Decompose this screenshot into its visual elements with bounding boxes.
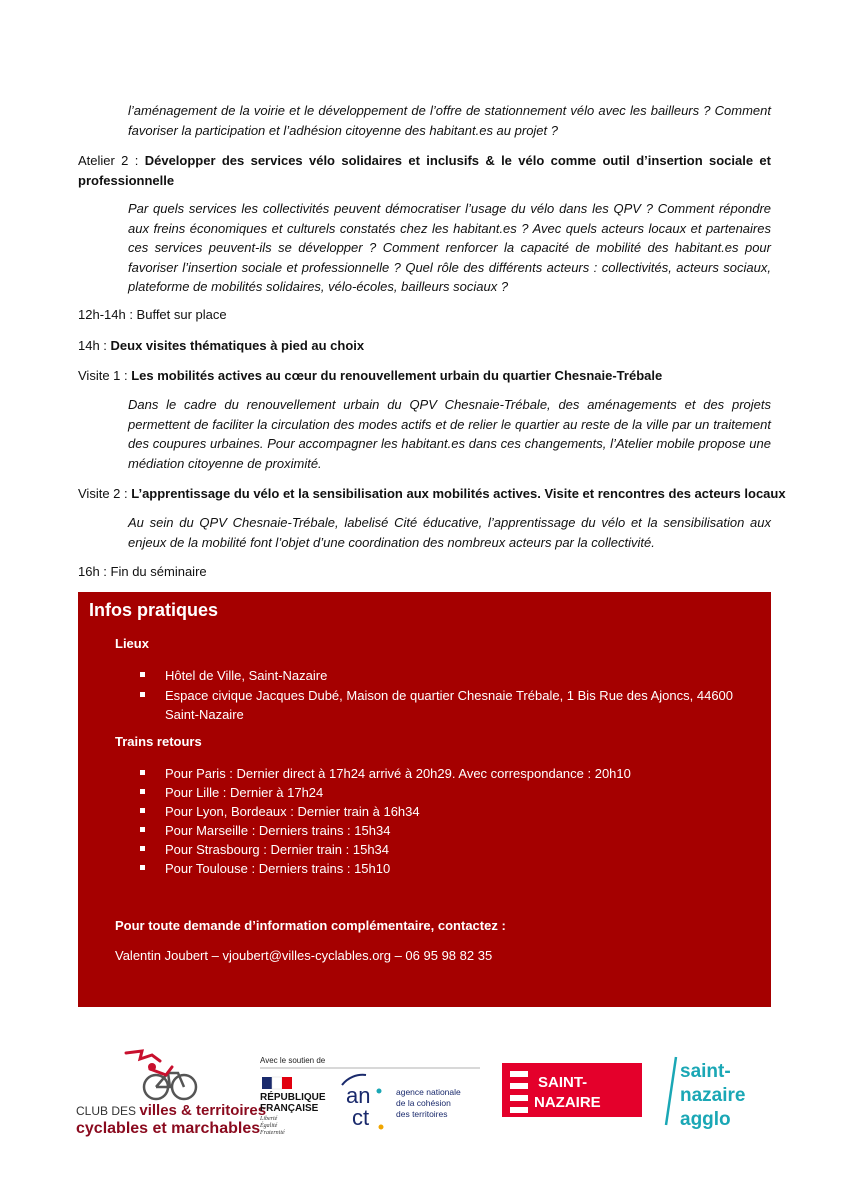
agglo-line2: nazaire bbox=[680, 1085, 746, 1106]
agglo-line3: agglo bbox=[680, 1109, 731, 1130]
anct-text3: des territoires bbox=[396, 1109, 448, 1119]
buffet-line: 12h-14h : Buffet sur place bbox=[78, 307, 227, 322]
list-item bbox=[140, 821, 760, 840]
atelier1-description-end: l’aménagement de la voirie et le développement de l’offre de stationnement vélo avec les bailleurs ? Comment favoriser la participation et l’adhésion citoyenne des habitant.es au projet ? bbox=[128, 103, 771, 138]
atelier2-description: Par quels services les collectivités peuvent démocratiser l’usage du vélo dans les QPV ? Comment répondre aux freins économiques et culturels constatés chez les habitant.es ? Avec quels acteurs locaux et partenaires ces services peuvent-ils se développer ? Comment renforcer la capacité de mobilité des habitant.es pour favoriser l’insertion sociale et professionnelle ? Quel rôle des différents acteurs : collectivités, acteurs sociaux, plateforme de mobilités solidaires, vélo-écoles, bailleurs sociaux ? bbox=[128, 201, 771, 294]
bullet-icon bbox=[140, 846, 145, 851]
club-line1-strong: villes & territoires bbox=[139, 1102, 267, 1119]
atelier2-title: Développer des services vélo solidaires et inclusifs & le vélo comme outil d’insertion sociale et professionnelle bbox=[78, 153, 771, 188]
anct-dot-icon bbox=[379, 1125, 384, 1130]
bullet-icon bbox=[140, 789, 145, 794]
fin-line: 16h : Fin du séminaire bbox=[78, 564, 207, 579]
agglo-slash-icon bbox=[666, 1057, 676, 1125]
train-text: Pour Marseille : Derniers trains : 15h34 bbox=[165, 823, 391, 838]
anct-logo bbox=[342, 1075, 461, 1130]
flag-blue-icon bbox=[262, 1077, 272, 1089]
saint-nazaire-agglo-logo bbox=[666, 1057, 745, 1130]
anct-text2: de la cohésion bbox=[396, 1098, 451, 1108]
list-item bbox=[140, 783, 760, 802]
visite2-description: Au sein du QPV Chesnaie-Trébale, labelisé Cité éducative, l’apprentissage du vélo et la sensibilisation aux enjeux de la mobilité font l’objet d’une coordination des nombreux acteurs par la collectivité. bbox=[128, 515, 771, 550]
bicycle-icon bbox=[126, 1051, 196, 1099]
saint-nazaire-logo bbox=[502, 1063, 642, 1117]
list-item bbox=[140, 859, 760, 878]
stripe-icon bbox=[510, 1107, 528, 1113]
soutien-label: Avec le soutien de bbox=[260, 1056, 326, 1065]
agglo-line1: saint- bbox=[680, 1061, 731, 1082]
stripe-icon bbox=[510, 1071, 528, 1077]
rf-line1: RÉPUBLIQUE bbox=[260, 1092, 326, 1103]
train-text: Pour Lyon, Bordeaux : Dernier train à 16h34 bbox=[165, 804, 420, 819]
anct-dot-icon bbox=[377, 1089, 382, 1094]
flag-red-icon bbox=[282, 1077, 292, 1089]
visite1-heading bbox=[78, 366, 662, 386]
club-line1-prefix: CLUB DES bbox=[76, 1104, 140, 1118]
bullet-icon bbox=[140, 865, 145, 870]
visites-title: Deux visites thématiques à pied au choix bbox=[110, 338, 365, 353]
bullet-icon bbox=[140, 827, 145, 832]
rf-motto3: Fraternité bbox=[260, 1130, 285, 1136]
visite2-title: L’apprentissage du vélo et la sensibilisation aux mobilités actives. Visite et rencontres des acteurs locaux bbox=[131, 486, 786, 501]
visite1-prefix: Visite 1 : bbox=[78, 368, 132, 383]
club-line2: cyclables et marchables bbox=[76, 1120, 261, 1137]
visite1-description: Dans le cadre du renouvellement urbain du QPV Chesnaie-Trébale, des aménagements et des projets permettent de faciliter la circulation des modes actifs et de relier le quartier au reste de la ville par un traitement des coupures urbaines. Pour accompagner les habitant.es dans ces changements, l’Atelier mobile propose une médiation citoyenne de proximité. bbox=[128, 397, 771, 471]
anct-bottom: ct bbox=[352, 1105, 370, 1130]
rf-motto2: Égalité bbox=[260, 1123, 278, 1129]
visites-prefix: 14h : bbox=[78, 338, 111, 353]
list-item bbox=[140, 666, 760, 685]
list-item bbox=[140, 686, 760, 724]
contact-heading: Pour toute demande d’information complémentaire, contactez : bbox=[115, 918, 506, 933]
infos-title: Infos pratiques bbox=[89, 600, 219, 620]
rf-line2: FRANÇAISE bbox=[260, 1103, 319, 1114]
sn-line1: SAINT- bbox=[538, 1074, 588, 1091]
flag-white-icon bbox=[272, 1077, 282, 1089]
visite2-heading bbox=[78, 484, 786, 504]
bullet-icon bbox=[140, 692, 145, 697]
partner-logos bbox=[70, 1045, 790, 1145]
train-text: Pour Toulouse : Derniers trains : 15h10 bbox=[165, 861, 391, 876]
club-villes-logo bbox=[76, 1051, 266, 1137]
bullet-icon bbox=[140, 808, 145, 813]
stripe-icon bbox=[510, 1083, 528, 1089]
sn-line2: NAZAIRE bbox=[534, 1094, 601, 1111]
republique-francaise-logo bbox=[259, 1077, 326, 1136]
visite2-prefix: Visite 2 : bbox=[78, 486, 132, 501]
bullet-icon bbox=[140, 770, 145, 775]
list-item bbox=[140, 802, 760, 821]
lieu-text: Hôtel de Ville, Saint-Nazaire bbox=[165, 668, 328, 683]
atelier2-prefix: Atelier 2 : bbox=[78, 153, 145, 168]
infos-pratiques-box bbox=[78, 592, 771, 1007]
club-line1 bbox=[76, 1102, 266, 1119]
list-item bbox=[140, 764, 760, 783]
lieu-text: Espace civique Jacques Dubé, Maison de quartier Chesnaie Trébale, 1 Bis Rue des Ajoncs, 44600 Saint-Nazaire bbox=[165, 688, 734, 722]
train-text: Pour Strasbourg : Dernier train : 15h34 bbox=[165, 842, 390, 857]
visites-heading bbox=[78, 336, 364, 356]
lieux-heading: Lieux bbox=[115, 636, 149, 651]
anct-text1: agence nationale bbox=[396, 1087, 461, 1097]
anct-top: an bbox=[346, 1083, 371, 1108]
visite1-title: Les mobilités actives au cœur du renouvellement urbain du quartier Chesnaie-Trébale bbox=[131, 368, 663, 383]
trains-heading: Trains retours bbox=[115, 734, 202, 749]
contact-line: Valentin Joubert – vjoubert@villes-cyclables.org – 06 95 98 82 35 bbox=[115, 948, 493, 963]
train-text: Pour Lille : Dernier à 17h24 bbox=[165, 785, 324, 800]
list-item bbox=[140, 840, 760, 859]
atelier2-heading bbox=[78, 151, 771, 190]
bullet-icon bbox=[140, 672, 145, 677]
train-text: Pour Paris : Dernier direct à 17h24 arrivé à 20h29. Avec correspondance : 20h10 bbox=[165, 766, 631, 781]
rf-motto1: Liberté bbox=[260, 1116, 278, 1122]
stripe-icon bbox=[510, 1095, 528, 1101]
